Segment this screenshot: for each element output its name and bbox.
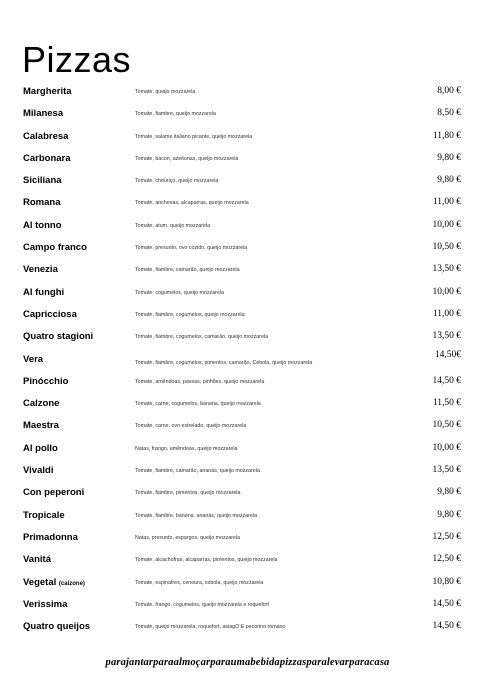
menu-item-calzone — [0, 394, 495, 416]
item-price: 10,50 € — [432, 420, 461, 431]
item-price: 9,80 € — [437, 509, 461, 520]
item-description: Tomate, anchovas, alcaparras, queijo mozzarela — [135, 200, 249, 207]
item-price: 14,50 € — [432, 621, 461, 632]
item-description: Tomate, fiambre, camarão, ananás, queijo mozzarela — [135, 468, 260, 475]
item-description: Tomate, alcachofras, alcaparras, pimentos, queijo mozzarela — [135, 557, 278, 564]
menu-item-tropicale — [0, 506, 495, 528]
menu-item-primadonna — [0, 528, 495, 550]
item-name: Primadonna — [23, 531, 78, 543]
item-description: Tomate, fiambre, camarão, queijo mozzarela — [135, 267, 240, 274]
item-price: 9,80 € — [437, 487, 461, 498]
item-name: Vera — [23, 353, 44, 365]
menu-item-pinocchio — [0, 372, 495, 394]
item-name: Pinócchio — [23, 375, 69, 387]
item-name — [23, 577, 85, 590]
item-price: 8,50 € — [437, 108, 461, 119]
item-price: 14,50€ — [434, 349, 461, 360]
menu-item-venezia — [0, 260, 495, 282]
item-price: 13,50 € — [432, 331, 461, 342]
menu-item-carbonara — [0, 149, 495, 171]
menu-item-siciliana — [0, 171, 495, 193]
item-price: 13,50 € — [432, 465, 461, 476]
menu-item-margherita — [0, 82, 495, 104]
item-name: Tropicale — [23, 509, 65, 521]
item-price: 10,50 € — [432, 242, 461, 253]
item-name: Romana — [23, 197, 61, 209]
menu-item-romana — [0, 193, 495, 215]
item-price: 11,00 € — [432, 308, 461, 319]
item-price: 9,80 € — [437, 152, 461, 163]
item-name: Vanitá — [23, 554, 51, 566]
item-price: 8,00 € — [437, 86, 461, 96]
item-description: Tomate, bacon, azeitonas, queijo mozzarela — [135, 155, 239, 162]
menu-item-calabresa — [0, 127, 495, 149]
item-description: Tomate, fiambre, cogumelos, camarão, queijo mozzarela — [135, 334, 269, 341]
page-title: Pizzas — [22, 39, 132, 80]
item-name-note: (calzone) — [58, 580, 85, 587]
item-price: 10,00 € — [432, 219, 461, 230]
item-description: Tomate, presunto, ovo cozido, queijo mozzarela — [135, 245, 248, 252]
item-name-text: Vegetal — [23, 576, 57, 588]
item-name: Con peperoni — [23, 487, 85, 499]
item-description: Tomate, fiambre, queijo mozzarela — [135, 111, 216, 118]
item-price: 10,00 € — [432, 286, 461, 297]
menu-item-al-funghi — [0, 283, 495, 305]
item-price: 12,50 € — [432, 554, 461, 565]
item-description: Tomate, salame italiano picante, queijo mozzarela — [135, 133, 253, 140]
item-description: Tomate, atum, queijo mozzarela — [135, 222, 211, 229]
item-price: 14,50 € — [432, 598, 461, 609]
menu-item-quatro-queijos — [0, 617, 495, 639]
item-price: 9,80 € — [437, 175, 461, 186]
footer-slogan: parajantarparaalmoçarparaumabebidapizzasparalevarparacasa — [105, 657, 390, 668]
item-description: Tomate, queijo mozzarela, roquefort, asiagO E pecorino romano — [135, 624, 286, 631]
menu-item-capricciosa — [0, 305, 495, 327]
menu-item-al-pollo — [0, 439, 495, 461]
menu-item-vivaldi — [0, 461, 495, 483]
item-price: 10,00 € — [432, 442, 461, 453]
item-description: Tomate, frango, cogumelos, queijo mozzarela e roquefort — [135, 601, 269, 608]
item-name: Al pollo — [23, 442, 58, 454]
item-description: Natas, presunto, espargos, queijo mozzarela — [135, 534, 241, 541]
item-name: Maestra — [23, 420, 59, 432]
item-description: Tomate, carne, ovo estrelado, queijo mozzarela — [135, 423, 247, 430]
item-description: Tomate, espinafres, cenoura, cebola, queijo mozzarela — [135, 579, 264, 586]
item-price: 14,50 € — [432, 375, 461, 386]
item-name: Calabresa — [23, 130, 69, 142]
item-description: Tomate, queijo mozzarela — [135, 89, 196, 95]
menu-item-campo-franco — [0, 238, 495, 260]
menu-item-vegetal — [0, 573, 495, 595]
item-price: 11,00 € — [432, 197, 461, 208]
item-name: Venezia — [23, 264, 58, 276]
item-name: Campo franco — [23, 242, 87, 254]
item-description: Tomate, carne, cogumelos, banana, queijo mozzarela — [135, 401, 261, 408]
menu-item-maestra — [0, 416, 495, 438]
item-price: 11,80 € — [432, 130, 461, 141]
menu-item-milanesa — [0, 104, 495, 126]
item-name: Margherita — [23, 86, 72, 97]
item-description: Tomate, fiambre, banana, ananás, queijo mozzarela — [135, 512, 257, 519]
item-name: Al tonno — [23, 219, 62, 231]
item-price: 13,50 € — [432, 264, 461, 275]
item-name: Al funghi — [23, 286, 65, 298]
item-description: Tomate, cogumelos, queijo mozzarela — [135, 289, 224, 296]
item-name: Calzone — [23, 398, 60, 410]
menu-item-verissima — [0, 595, 495, 617]
item-description: Tomate, fiambre, cogumelos, queijo mozzarela — [135, 311, 245, 318]
item-description: Tomate, chouriço, queijo mozzarela — [135, 178, 219, 185]
pizza-menu-list — [0, 82, 495, 639]
menu-item-vera — [0, 350, 495, 372]
item-description: Tomate, fiambre, pimentos, queijo mozzarela — [135, 490, 241, 497]
item-name: Vivaldi — [23, 465, 54, 477]
item-name: Carbonara — [23, 152, 71, 164]
item-name: Quatro queijos — [23, 621, 91, 633]
item-price: 10,80 € — [432, 576, 461, 587]
item-name: Capricciosa — [23, 308, 77, 320]
item-description: Tomate, amêndoas, passas, pinhões, queijo mozzarela — [135, 378, 265, 385]
menu-item-vanita — [0, 550, 495, 572]
menu-item-quatro-stagioni — [0, 327, 495, 349]
item-price: 12,50 € — [432, 531, 461, 542]
item-name: Quatro stagioni — [23, 331, 94, 343]
item-price: 11,50 € — [432, 398, 461, 409]
item-description: Tomate, fiambre, cogumelos, pimentos, camarão, Cebola, queijo mozzarela — [135, 359, 313, 366]
item-name: Milanesa — [23, 108, 64, 120]
menu-item-al-tonno — [0, 216, 495, 238]
item-description: Natas, frango, amêndoas, queijo mozzarela — [135, 445, 238, 452]
menu-item-con-peperoni — [0, 483, 495, 505]
item-name: Siciliana — [23, 175, 62, 187]
item-name: Verissima — [23, 598, 68, 610]
